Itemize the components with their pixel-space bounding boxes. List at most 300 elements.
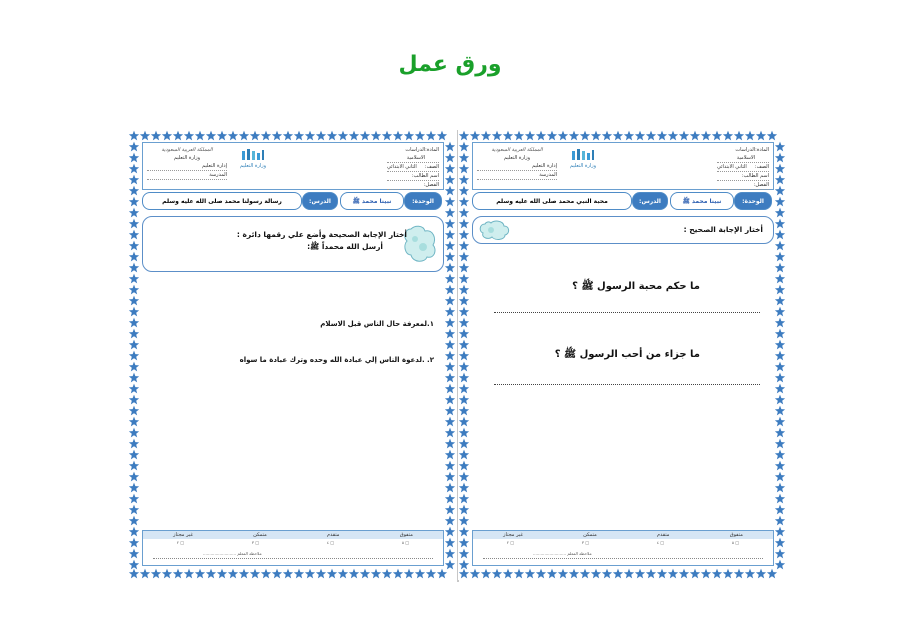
- border-star: [459, 428, 469, 438]
- border-star: [514, 131, 524, 141]
- instruction: أختار الإجابة الصحيح :: [683, 225, 763, 234]
- border-star: [445, 296, 455, 306]
- border-star: [668, 131, 678, 141]
- instruction-line-2: أرسل الله محمداً ﷺ:: [307, 242, 383, 251]
- subject-info: المادة: الدراسات الاسلامية الصف: الثاني الابتدائي اسم الطالب: الفصل:: [387, 147, 439, 188]
- border-star: [129, 516, 139, 526]
- border-star: [459, 516, 469, 526]
- border-star: [459, 439, 469, 449]
- border-star: [646, 131, 656, 141]
- unit-value: نبينا محمد ﷺ: [670, 192, 734, 210]
- border-star: [283, 131, 293, 141]
- border-star: [445, 153, 455, 163]
- border-star: [459, 175, 469, 185]
- border-star: [140, 131, 150, 141]
- border-star: [404, 569, 414, 579]
- border-star: [129, 186, 139, 196]
- border-star: [445, 439, 455, 449]
- border-star: [445, 549, 455, 559]
- border-star: [129, 494, 139, 504]
- border-star: [775, 472, 785, 482]
- border-star: [445, 274, 455, 284]
- worksheet-right: [458, 130, 786, 580]
- border-star: [294, 131, 304, 141]
- border-star: [184, 569, 194, 579]
- border-star: [459, 450, 469, 460]
- border-star: [129, 340, 139, 350]
- question-box: [142, 216, 444, 272]
- border-star: [624, 569, 634, 579]
- border-star: [775, 340, 785, 350]
- border-star: [445, 461, 455, 471]
- border-star: [775, 142, 785, 152]
- border-star: [503, 131, 513, 141]
- border-star: [775, 285, 785, 295]
- border-star: [371, 131, 381, 141]
- border-star: [775, 384, 785, 394]
- border-star: [775, 263, 785, 273]
- question-2: ما جزاء من أحب الرسول ﷺ ؟: [554, 349, 700, 360]
- unit-lesson-bar: [472, 192, 772, 210]
- ministry-info: المملكة العربية السعودية وزارة التعليم إدارة التعليم المدرسة: [477, 146, 557, 180]
- border-star: [250, 569, 260, 579]
- border-star: [459, 142, 469, 152]
- border-star: [129, 527, 139, 537]
- border-star: [775, 483, 785, 493]
- border-star: [775, 428, 785, 438]
- subject-info: المادة: الدراسات الاسلامية الصف: الثاني الابتدائي اسم الطالب: الفصل:: [717, 147, 769, 188]
- option-1: ١.لمعرفة حال الناس قبل الاسلام: [320, 320, 434, 328]
- border-star: [459, 560, 469, 570]
- border-star: [459, 197, 469, 207]
- border-star: [459, 494, 469, 504]
- border-star: [445, 483, 455, 493]
- border-star: [151, 131, 161, 141]
- border-star: [459, 252, 469, 262]
- border-star: [129, 175, 139, 185]
- border-star: [129, 483, 139, 493]
- border-star: [129, 318, 139, 328]
- border-star: [745, 131, 755, 141]
- border-star: [701, 131, 711, 141]
- border-star: [445, 263, 455, 273]
- border-star: [775, 395, 785, 405]
- border-star: [775, 549, 785, 559]
- border-star: [129, 296, 139, 306]
- border-star: [382, 569, 392, 579]
- border-star: [775, 274, 785, 284]
- border-star: [445, 219, 455, 229]
- border-star: [459, 351, 469, 361]
- border-star: [445, 406, 455, 416]
- border-star: [129, 406, 139, 416]
- border-star: [129, 428, 139, 438]
- border-star: [459, 569, 469, 579]
- border-star: [129, 153, 139, 163]
- border-star: [591, 569, 601, 579]
- border-star: [459, 164, 469, 174]
- border-star: [624, 131, 634, 141]
- border-star: [129, 560, 139, 570]
- border-star: [459, 549, 469, 559]
- border-star: [775, 230, 785, 240]
- lesson-label: الدرس:: [632, 192, 668, 210]
- border-star: [459, 285, 469, 295]
- border-star: [426, 131, 436, 141]
- border-star: [602, 569, 612, 579]
- answer-line-1[interactable]: [494, 312, 760, 313]
- border-star: [459, 395, 469, 405]
- border-star: [459, 208, 469, 218]
- border-star: [393, 131, 403, 141]
- border-star: [437, 131, 447, 141]
- border-star: [775, 186, 785, 196]
- border-star: [239, 131, 249, 141]
- border-star: [481, 569, 491, 579]
- border-star: [775, 164, 785, 174]
- border-star: [129, 461, 139, 471]
- border-star: [775, 461, 785, 471]
- border-star: [283, 569, 293, 579]
- border-star: [228, 569, 238, 579]
- border-star: [459, 373, 469, 383]
- border-star: [775, 417, 785, 427]
- border-star: [173, 131, 183, 141]
- border-star: [613, 569, 623, 579]
- border-star: [294, 569, 304, 579]
- border-star: [360, 131, 370, 141]
- border-star: [591, 131, 601, 141]
- border-star: [745, 569, 755, 579]
- question-1: ما حكم محبة الرسول ﷺ ؟: [572, 281, 700, 292]
- border-star: [445, 516, 455, 526]
- border-star: [129, 549, 139, 559]
- border-star: [445, 307, 455, 317]
- border-star: [338, 131, 348, 141]
- border-star: [775, 219, 785, 229]
- border-star: [580, 131, 590, 141]
- border-star: [470, 569, 480, 579]
- border-star: [569, 131, 579, 141]
- border-star: [445, 505, 455, 515]
- border-star: [445, 417, 455, 427]
- border-star: [459, 241, 469, 251]
- border-star: [459, 296, 469, 306]
- border-star: [327, 569, 337, 579]
- vision-logo: وزارة التعليم: [235, 146, 271, 170]
- instruction-line-1: أختار الإجابة الصحيحة وأضع علي رقمها دائرة :: [236, 230, 407, 239]
- border-star: [445, 560, 455, 570]
- answer-line-2[interactable]: [494, 384, 760, 385]
- border-star: [767, 131, 777, 141]
- border-star: [261, 131, 271, 141]
- border-star: [129, 241, 139, 251]
- border-star: [129, 230, 139, 240]
- border-star: [492, 569, 502, 579]
- border-star: [415, 131, 425, 141]
- unit-label: الوحدة:: [734, 192, 772, 210]
- lesson-value: محبة النبي محمد صلى الله عليه وسلم: [472, 192, 632, 210]
- border-star: [657, 131, 667, 141]
- border-star: [481, 131, 491, 141]
- border-star: [470, 131, 480, 141]
- border-star: [459, 274, 469, 284]
- border-star: [445, 164, 455, 174]
- lesson-label: الدرس:: [302, 192, 338, 210]
- border-star: [775, 362, 785, 372]
- unit-lesson-bar: [142, 192, 442, 210]
- border-star: [690, 131, 700, 141]
- border-star: [459, 131, 469, 141]
- border-star: [775, 296, 785, 306]
- cloud-icon: [401, 221, 439, 265]
- border-star: [217, 569, 227, 579]
- border-star: [360, 569, 370, 579]
- border-star: [712, 131, 722, 141]
- border-star: [459, 362, 469, 372]
- border-star: [349, 131, 359, 141]
- border-star: [445, 527, 455, 537]
- border-star: [580, 569, 590, 579]
- border-star: [327, 131, 337, 141]
- border-star: [775, 329, 785, 339]
- border-star: [445, 428, 455, 438]
- border-star: [140, 569, 150, 579]
- border-star: [569, 569, 579, 579]
- border-star: [459, 186, 469, 196]
- border-star: [272, 131, 282, 141]
- border-star: [459, 538, 469, 548]
- border-star: [404, 131, 414, 141]
- border-star: [459, 230, 469, 240]
- border-star: [775, 439, 785, 449]
- border-star: [316, 131, 326, 141]
- border-star: [492, 131, 502, 141]
- border-star: [445, 329, 455, 339]
- border-star: [129, 373, 139, 383]
- sheet-header: [472, 142, 774, 190]
- border-star: [445, 472, 455, 482]
- border-star: [679, 131, 689, 141]
- border-star: [129, 285, 139, 295]
- border-star: [206, 131, 216, 141]
- border-star: [459, 329, 469, 339]
- border-star: [525, 569, 535, 579]
- border-star: [445, 340, 455, 350]
- border-star: [459, 417, 469, 427]
- border-star: [305, 569, 315, 579]
- border-star: [129, 131, 139, 141]
- border-star: [734, 569, 744, 579]
- border-star: [723, 131, 733, 141]
- border-star: [129, 395, 139, 405]
- border-star: [775, 450, 785, 460]
- border-star: [217, 131, 227, 141]
- option-2: ٢. .لدعوة الناس إلي عبادة الله وحده وترك عبادة ما سواه: [239, 356, 434, 364]
- border-star: [775, 560, 785, 570]
- border-star: [129, 417, 139, 427]
- border-star: [775, 241, 785, 251]
- border-star: [129, 329, 139, 339]
- border-star: [536, 569, 546, 579]
- border-star: [261, 569, 271, 579]
- border-star: [459, 527, 469, 537]
- border-star: [613, 131, 623, 141]
- lesson-value: رسالة رسولنا محمد صلى الله عليه وسلم: [142, 192, 302, 210]
- border-star: [445, 175, 455, 185]
- border-star: [437, 569, 447, 579]
- border-star: [459, 340, 469, 350]
- border-star: [129, 197, 139, 207]
- border-star: [173, 569, 183, 579]
- border-star: [250, 131, 260, 141]
- worksheet-left: [128, 130, 456, 580]
- border-star: [514, 569, 524, 579]
- border-star: [129, 362, 139, 372]
- border-star: [459, 461, 469, 471]
- border-star: [151, 569, 161, 579]
- border-star: [668, 569, 678, 579]
- border-star: [129, 384, 139, 394]
- border-star: [129, 450, 139, 460]
- cloud-icon: [477, 218, 511, 242]
- vision-logo: وزارة التعليم: [565, 146, 601, 170]
- ministry-logo-icon: [570, 148, 596, 162]
- ministry-info: المملكة العربية السعودية وزارة التعليم إدارة التعليم المدرسة: [147, 146, 227, 180]
- border-star: [602, 131, 612, 141]
- border-star: [459, 505, 469, 515]
- border-star: [129, 569, 139, 579]
- border-star: [129, 307, 139, 317]
- border-star: [338, 569, 348, 579]
- border-star: [775, 153, 785, 163]
- border-star: [129, 505, 139, 515]
- border-star: [349, 569, 359, 579]
- border-star: [775, 307, 785, 317]
- border-star: [701, 569, 711, 579]
- border-star: [426, 569, 436, 579]
- border-star: [767, 569, 777, 579]
- border-star: [195, 131, 205, 141]
- border-star: [415, 569, 425, 579]
- border-star: [459, 307, 469, 317]
- border-star: [734, 131, 744, 141]
- border-star: [129, 472, 139, 482]
- border-star: [162, 569, 172, 579]
- border-star: [558, 569, 568, 579]
- border-star: [445, 351, 455, 361]
- border-star: [206, 569, 216, 579]
- border-star: [129, 351, 139, 361]
- border-star: [775, 516, 785, 526]
- border-star: [775, 197, 785, 207]
- border-star: [756, 131, 766, 141]
- border-star: [129, 439, 139, 449]
- border-star: [272, 569, 282, 579]
- border-star: [459, 483, 469, 493]
- assessment-footer: متفوق متقدم متمكن غير مجتاز □ ٥ □ ٤ □ ٣ □ ٢ ملاحظة المعلم ..........................: [142, 530, 444, 566]
- border-star: [445, 384, 455, 394]
- sheet-header: [142, 142, 444, 190]
- border-star: [459, 406, 469, 416]
- border-star: [371, 569, 381, 579]
- border-star: [445, 362, 455, 372]
- border-star: [775, 406, 785, 416]
- border-star: [393, 569, 403, 579]
- border-star: [316, 569, 326, 579]
- border-star: [129, 219, 139, 229]
- question-box: [472, 216, 774, 244]
- border-star: [195, 569, 205, 579]
- ministry-logo-icon: [240, 148, 266, 162]
- border-star: [547, 569, 557, 579]
- border-star: [129, 274, 139, 284]
- border-star: [129, 164, 139, 174]
- border-star: [775, 175, 785, 185]
- border-star: [635, 569, 645, 579]
- border-star: [775, 252, 785, 262]
- border-star: [129, 252, 139, 262]
- border-star: [775, 494, 785, 504]
- border-star: [445, 197, 455, 207]
- border-star: [129, 263, 139, 273]
- border-star: [712, 569, 722, 579]
- border-star: [162, 131, 172, 141]
- border-star: [445, 494, 455, 504]
- border-star: [445, 395, 455, 405]
- border-star: [775, 373, 785, 383]
- border-star: [129, 208, 139, 218]
- border-star: [305, 131, 315, 141]
- border-star: [547, 131, 557, 141]
- border-star: [445, 208, 455, 218]
- border-star: [525, 131, 535, 141]
- border-star: [459, 384, 469, 394]
- border-star: [184, 131, 194, 141]
- border-star: [445, 285, 455, 295]
- border-star: [775, 527, 785, 537]
- border-star: [536, 131, 546, 141]
- unit-label: الوحدة:: [404, 192, 442, 210]
- border-star: [239, 569, 249, 579]
- page-title: ورق عمل: [398, 52, 502, 77]
- border-star: [445, 241, 455, 251]
- border-star: [445, 142, 455, 152]
- border-star: [690, 569, 700, 579]
- border-star: [775, 351, 785, 361]
- border-star: [558, 131, 568, 141]
- border-star: [657, 569, 667, 579]
- border-star: [775, 208, 785, 218]
- unit-value: نبينا محمد ﷺ: [340, 192, 404, 210]
- border-star: [775, 318, 785, 328]
- border-star: [445, 252, 455, 262]
- border-star: [679, 569, 689, 579]
- border-star: [445, 538, 455, 548]
- border-star: [459, 472, 469, 482]
- border-star: [503, 569, 513, 579]
- border-star: [445, 373, 455, 383]
- border-star: [382, 131, 392, 141]
- border-star: [646, 569, 656, 579]
- border-star: [723, 569, 733, 579]
- border-star: [756, 569, 766, 579]
- border-star: [445, 186, 455, 196]
- border-star: [129, 142, 139, 152]
- border-star: [459, 263, 469, 273]
- border-star: [459, 318, 469, 328]
- border-star: [635, 131, 645, 141]
